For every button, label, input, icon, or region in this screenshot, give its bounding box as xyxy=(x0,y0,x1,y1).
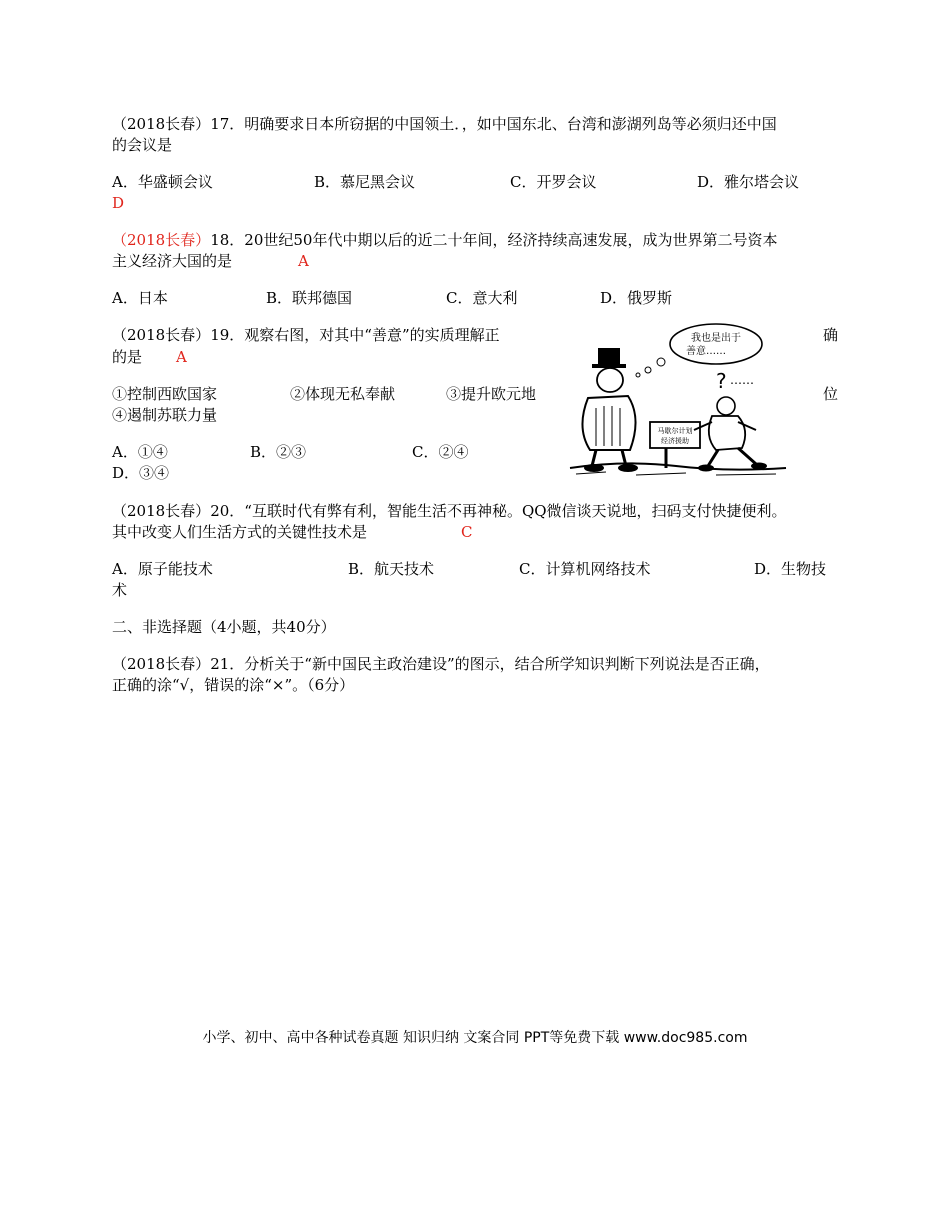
q18-stem: 18．20世纪50年代中期以后的近二十年间，经济持续高速发展，成为世界第二号资本 xyxy=(210,231,778,249)
cartoon-speech-line1: 我也是出于 xyxy=(691,333,741,344)
q19-option-a: A．①④ xyxy=(112,443,168,461)
q19-item-3-end: 位 xyxy=(823,385,839,403)
marshall-plan-cartoon xyxy=(566,318,790,482)
q17-option-a: A．华盛顿会议 xyxy=(112,173,213,191)
q20-option-b: B．航天技术 xyxy=(348,560,435,578)
q17-line2: 的会议是 xyxy=(112,136,173,154)
q19-option-b: B．②③ xyxy=(250,443,307,461)
q19-answer: A xyxy=(176,348,187,366)
q21-line2: 正确的涂“√，错误的涂“×”。（6分） xyxy=(112,676,355,694)
q19-option-c: C．②④ xyxy=(412,443,469,461)
q20-option-c: C．计算机网络技术 xyxy=(519,560,651,578)
cartoon-question-mark: ? xyxy=(716,369,727,393)
q18-line2: 主义经济大国的是 xyxy=(112,252,233,270)
section2-title: 二、非选择题（4小题，共40分） xyxy=(112,618,336,636)
q19-line1-end: 确 xyxy=(823,326,839,344)
q20-stem: 20．“互联时代有弊有利，智能生活不再神秘。QQ微信谈天说地，扫码支付快捷便利。 xyxy=(210,502,787,520)
q21-prefix: （2018长春） xyxy=(112,655,211,673)
footer-download-note: 小学、初中、高中各种试卷真题 知识归纳 文案合同 PPT等免费下载 www.doc985.com xyxy=(202,1030,748,1046)
q18-option-a: A．日本 xyxy=(112,289,168,307)
q20-option-d: D．生物技 xyxy=(754,560,827,578)
q19-item-4: ④遏制苏联力量 xyxy=(112,406,218,424)
q17-option-b: B．慕尼黑会议 xyxy=(314,173,416,191)
q17-stem: 17．明确要求日本所窃据的中国领土．，如中国东北、台湾和澎湖列岛等必须归还中国 xyxy=(210,115,777,133)
q17-option-d: D．雅尔塔会议 xyxy=(697,173,800,191)
q19-item-2: ②体现无私奉献 xyxy=(290,385,396,403)
q19-stem: 19．观察右图，对其中“善意”的实质理解正 xyxy=(210,326,500,344)
q20-prefix: （2018长春） xyxy=(112,502,211,520)
q17-answer: D xyxy=(112,194,125,212)
q19-option-d: D．③④ xyxy=(112,464,170,482)
q19-item-3: ③提升欧元地 xyxy=(446,385,537,403)
q20-line2: 其中改变人们生活方式的关键性技术是 xyxy=(112,523,368,541)
q19-prefix: （2018长春） xyxy=(112,326,211,344)
q20-answer: C xyxy=(461,523,473,541)
q18-option-c: C．意大利 xyxy=(446,289,518,307)
q21-stem: 21．分析关于“新中国民主政治建设”的图示，结合所学知识判断下列说法是否正确， xyxy=(210,655,770,673)
q17-line1 xyxy=(112,114,777,135)
q21-line1 xyxy=(112,654,770,675)
q20-option-a: A．原子能技术 xyxy=(112,560,213,578)
q20-option-d-wrap: 术 xyxy=(112,581,128,599)
cartoon-speech-line2: 善意…… xyxy=(686,346,726,357)
q18-option-b: B．联邦德国 xyxy=(266,289,353,307)
q19-line2: 的是 xyxy=(112,348,143,366)
q18-line1 xyxy=(112,230,777,251)
svg-text:……: …… xyxy=(730,373,754,387)
q19-item-1: ①控制西欧国家 xyxy=(112,385,218,403)
q17-prefix: （2018长春） xyxy=(112,115,211,133)
q18-answer: A xyxy=(298,252,309,270)
cartoon-sign-line2: 经济援助 xyxy=(661,437,689,445)
cartoon-sign-line1: 马歇尔计划 xyxy=(657,427,693,435)
q17-option-c: C．开罗会议 xyxy=(510,173,597,191)
q20-line1 xyxy=(112,501,787,522)
q18-option-d: D．俄罗斯 xyxy=(600,289,673,307)
q18-prefix: （2018长春） xyxy=(112,231,211,249)
q19-line1 xyxy=(112,325,500,346)
